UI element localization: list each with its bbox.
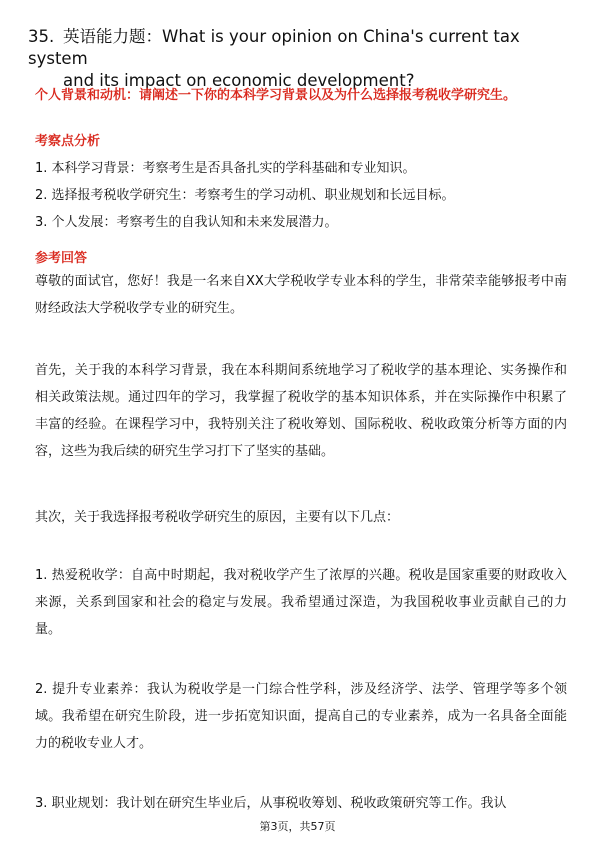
answer-paragraph: 首先，关于我的本科学习背景，我在本科期间系统地学习了税收学的基本理论、实务操作和相关政策法规。通过四年的学习，我掌握了税收学的基本知识体系，并在实际操作中积累了丰富的经验。在课程学习中，我特别关注了税收筹划、国际税收、税收政策分析等方面的内容，这些为我后续的研究生学习打下了坚实的基础。 — [35, 363, 567, 459]
question-line-2: and its impact on economic development? — [63, 71, 415, 90]
analysis-item: 1. 本科学习背景：考察考生是否具备扎实的学科基础和专业知识。 — [35, 161, 416, 176]
prompt-red: 个人背景和动机：请阐述一下你的本科学习背景以及为什么选择报考税收学研究生。 — [35, 88, 517, 103]
answer-paragraph: 尊敬的面试官，您好！我是一名来自XX大学税收学专业本科的学生，非常荣幸能够报考中南财经政法大学税收学专业的研究生。 — [35, 274, 567, 316]
answer-paragraph: 3. 职业规划：我计划在研究生毕业后，从事税收筹划、税收政策研究等工作。我认 — [35, 796, 507, 811]
question-number: 35. — [28, 27, 55, 46]
analysis-heading: 考察点分析 — [35, 134, 101, 149]
answer-paragraph: 2. 提升专业素养：我认为税收学是一门综合性学科，涉及经济学、法学、管理学等多个领域。我希望在研究生阶段，进一步拓宽知识面，提高自己的专业素养，成为一名具备全面能力的税收专业人才。 — [35, 682, 567, 751]
analysis-item: 3. 个人发展：考察考生的自我认知和未来发展潜力。 — [35, 215, 338, 230]
answer-heading: 参考回答 — [35, 251, 88, 266]
analysis-item: 2. 选择报考税收学研究生：考察考生的学习动机、职业规划和长远目标。 — [35, 188, 455, 203]
page-footer: 第3页，共57页 — [259, 820, 336, 833]
question-line-1: 英语能力题：What is your opinion on China's current tax system — [28, 27, 520, 68]
question-title — [28, 26, 568, 92]
answer-paragraph: 1. 热爱税收学：自高中时期起，我对税收学产生了浓厚的兴趣。税收是国家重要的财政收入来源，关系到国家和社会的稳定与发展。我希望通过深造，为我国税收事业贡献自己的力量。 — [35, 568, 567, 637]
answer-paragraph: 其次，关于我选择报考税收学研究生的原因，主要有以下几点： — [35, 510, 400, 525]
